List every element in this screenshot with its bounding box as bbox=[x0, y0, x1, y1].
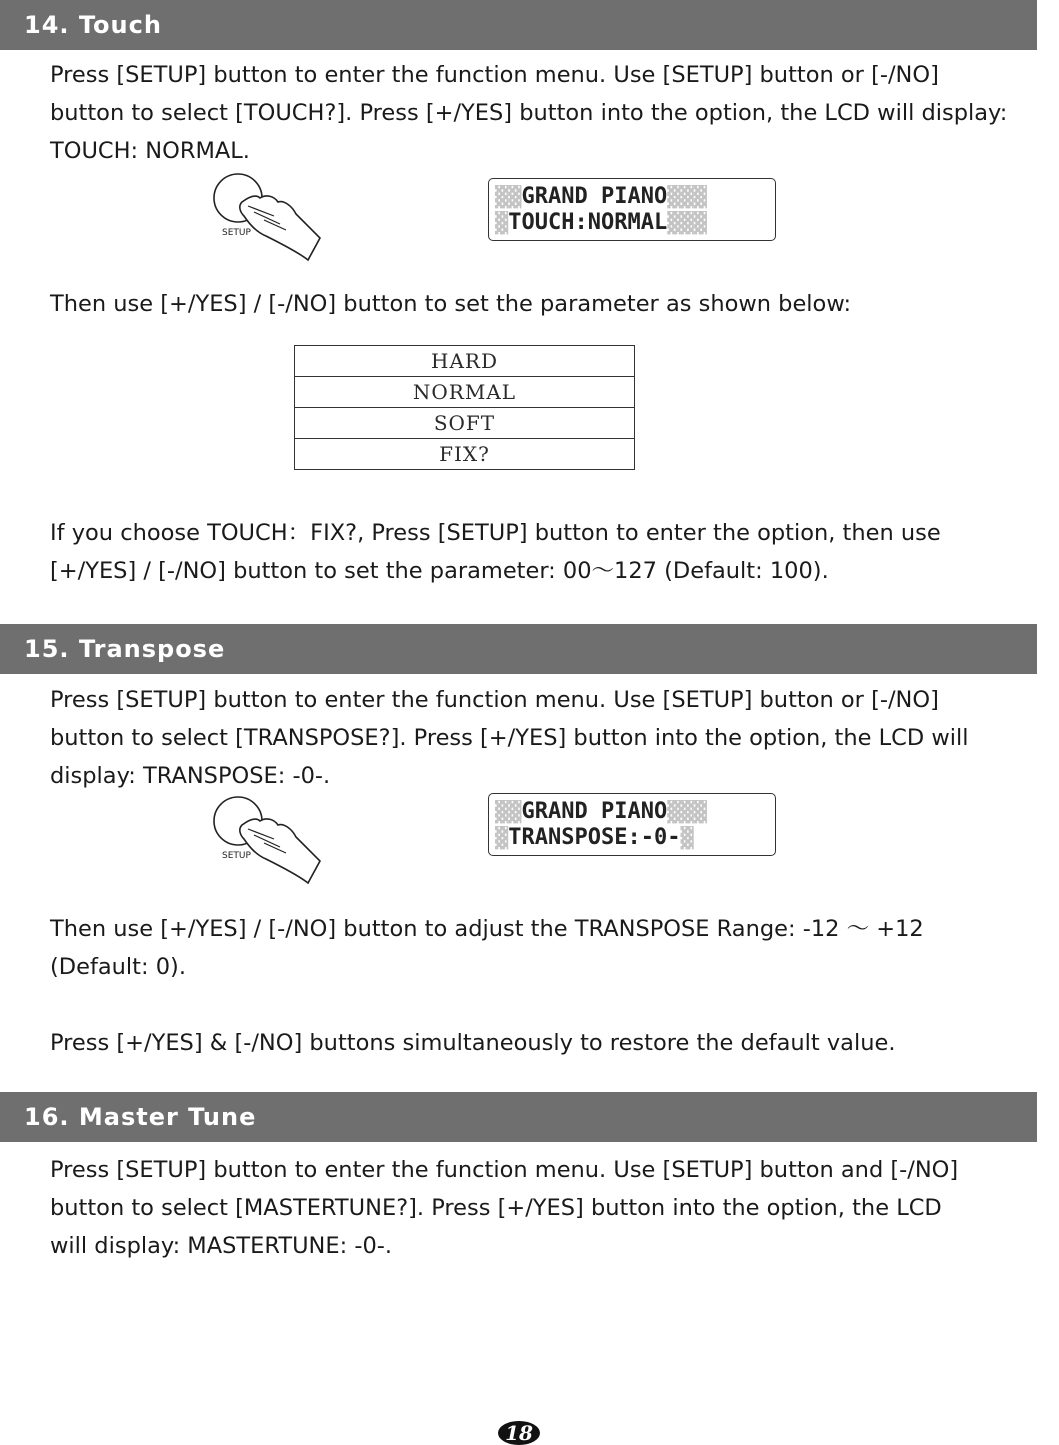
text-line: If you choose TOUCH：FIX?, Press [SETUP] button to enter the option, then use bbox=[50, 520, 941, 546]
option-normal: NORMAL bbox=[295, 377, 635, 408]
text-line: will display: MASTERTUNE: -0-. bbox=[50, 1233, 393, 1259]
text-line: Then use [+/YES] / [-/NO] button to set the parameter as shown below: bbox=[50, 291, 852, 317]
text-line: display: TRANSPOSE: -0-. bbox=[50, 763, 331, 789]
text-line: (Default: 0). bbox=[50, 954, 186, 980]
section-heading-transpose: 15. Transpose bbox=[0, 624, 1037, 674]
transpose-intro bbox=[50, 681, 1055, 795]
setup-label: SETUP bbox=[222, 228, 251, 238]
setup-button-press-icon bbox=[208, 172, 328, 264]
option-hard: HARD bbox=[295, 346, 635, 377]
lcd-display: ▓▓GRAND PIANO▓▓▓ ▓TOUCH:NORMAL▓▓▓ bbox=[488, 178, 776, 241]
transpose-restore bbox=[50, 1024, 1055, 1062]
master-tune-intro bbox=[50, 1151, 1055, 1265]
text-line: [+/YES] / [-/NO] button to set the parameter: 00～127 (Default: 100). bbox=[50, 558, 829, 584]
text-line: TOUCH: NORMAL. bbox=[50, 138, 250, 164]
section-heading-touch: 14. Touch bbox=[0, 0, 1037, 50]
text-line: Press [SETUP] button to enter the function menu. Use [SETUP] button and [-/NO] bbox=[50, 1157, 959, 1183]
option-soft: SOFT bbox=[295, 408, 635, 439]
lcd-line-1: GRAND PIANO bbox=[521, 800, 668, 824]
text-line: Then use [+/YES] / [-/NO] button to adjust the TRANSPOSE Range: -12 ～ +12 bbox=[50, 916, 924, 942]
touch-then bbox=[50, 285, 1055, 323]
text-line: Press [SETUP] button to enter the function menu. Use [SETUP] button or [-/NO] bbox=[50, 687, 939, 713]
lcd-line-2: TRANSPOSE:-0- bbox=[508, 826, 681, 850]
text-line: button to select [TOUCH?]. Press [+/YES] button into the option, the LCD will display: bbox=[50, 100, 1008, 126]
touch-fix-note bbox=[50, 514, 1055, 590]
lcd-line-1: GRAND PIANO bbox=[521, 185, 668, 209]
page-number: 18 bbox=[498, 1421, 540, 1445]
text-line: Press [SETUP] button to enter the function menu. Use [SETUP] button or [-/NO] bbox=[50, 62, 939, 88]
option-fix: FIX? bbox=[295, 439, 635, 470]
text-line: button to select [TRANSPOSE?]. Press [+/YES] button into the option, the LCD will bbox=[50, 725, 969, 751]
section-heading-master-tune: 16. Master Tune bbox=[0, 1092, 1037, 1142]
setup-button-press-icon bbox=[208, 795, 328, 887]
setup-label: SETUP bbox=[222, 851, 251, 861]
text-line: Press [+/YES] & [-/NO] buttons simultaneously to restore the default value. bbox=[50, 1030, 896, 1056]
text-line: button to select [MASTERTUNE?]. Press [+/YES] button into the option, the LCD bbox=[50, 1195, 942, 1221]
lcd-line-2: TOUCH:NORMAL bbox=[508, 211, 668, 235]
touch-options-table bbox=[294, 345, 635, 470]
touch-intro bbox=[50, 56, 1055, 170]
lcd-display: ▓▓GRAND PIANO▓▓▓ ▓TRANSPOSE:-0-▓ bbox=[488, 793, 776, 856]
transpose-range bbox=[50, 910, 1055, 986]
